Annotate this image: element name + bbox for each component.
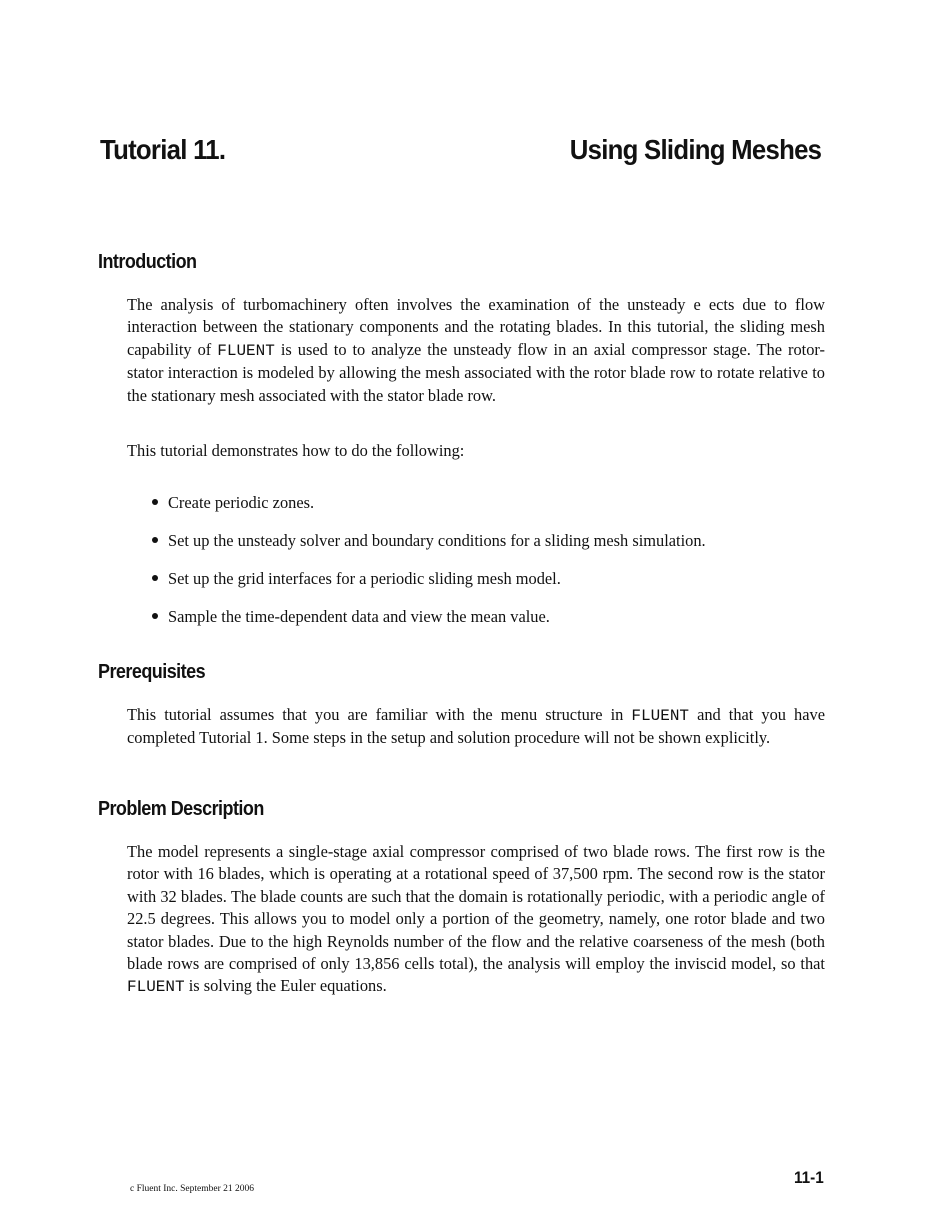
- problem-description-heading: Problem Description: [98, 798, 264, 820]
- prerequisites-paragraph: This tutorial assumes that you are familiar with the menu structure in FLUENT and that you have completed Tutorial 1. Some steps in the setup and solution procedure will not be shown explicitly.: [127, 705, 825, 748]
- chapter-number: Tutorial 11.: [100, 134, 226, 165]
- chapter-title: [100, 134, 822, 166]
- introduction-paragraph: [127, 294, 825, 407]
- page-number: 11-1: [794, 1168, 824, 1187]
- list-item: Set up the unsteady solver and boundary conditions for a sliding mesh simulation.: [152, 530, 832, 568]
- list-item: Sample the time-dependent data and view the mean value.: [152, 606, 832, 644]
- introduction-heading: Introduction: [98, 251, 197, 273]
- bullet-icon: [152, 537, 158, 543]
- introduction-text-a: The analysis of turbomachinery often involves the examination of the unsteady e ects due to flow interaction between the stationary components and the rotating blades. In this tutorial, the sliding mesh capability of: [127, 295, 825, 359]
- fluent-code-name: FLUENT: [127, 978, 185, 997]
- objectives-list: [152, 492, 832, 644]
- bullet-icon: [152, 613, 158, 619]
- demonstrates-paragraph: This tutorial demonstrates how to do the following:: [127, 441, 465, 460]
- problem-description-paragraph: The model represents a single-stage axial compressor comprised of two blade rows. The first row is the rotor with 16 blades, which is operating at a rotational speed of 37,500 rpm. The second row is the stator with 32 blades. The blade counts are such that the domain is rotationally periodic, with a periodic angle of 22.5 degrees. This allows you to model only a portion of the geometry, namely, one rotor blade and two stator blades. Due to the high Reynolds number of the flow and the relative coarseness of the mesh (both blade rows are comprised of only 13,856 cells total), the analysis will employ the inviscid model, so that FLUENT is solving the Euler equations.: [127, 842, 825, 997]
- copyright-footer: c Fluent Inc. September 21 2006: [130, 1184, 255, 1194]
- prerequisites-heading: Prerequisites: [98, 661, 206, 683]
- introduction-text-b: is used to to analyze the unsteady flow in an axial compressor stage. The rotor-stator interaction is modeled by allowing the mesh associated with the rotor blade row to rotate relative to the stationary mesh associated with the stator blade row.: [127, 339, 825, 405]
- fluent-code-name: FLUENT: [631, 707, 690, 725]
- fluent-code-name: FLUENT: [217, 341, 275, 360]
- list-item: Set up the grid interfaces for a periodic sliding mesh model.: [152, 568, 832, 606]
- chapter-name: Using Sliding Meshes: [569, 134, 822, 165]
- bullet-icon: [152, 499, 158, 505]
- bullet-icon: [152, 575, 158, 581]
- list-item: Create periodic zones.: [152, 492, 832, 530]
